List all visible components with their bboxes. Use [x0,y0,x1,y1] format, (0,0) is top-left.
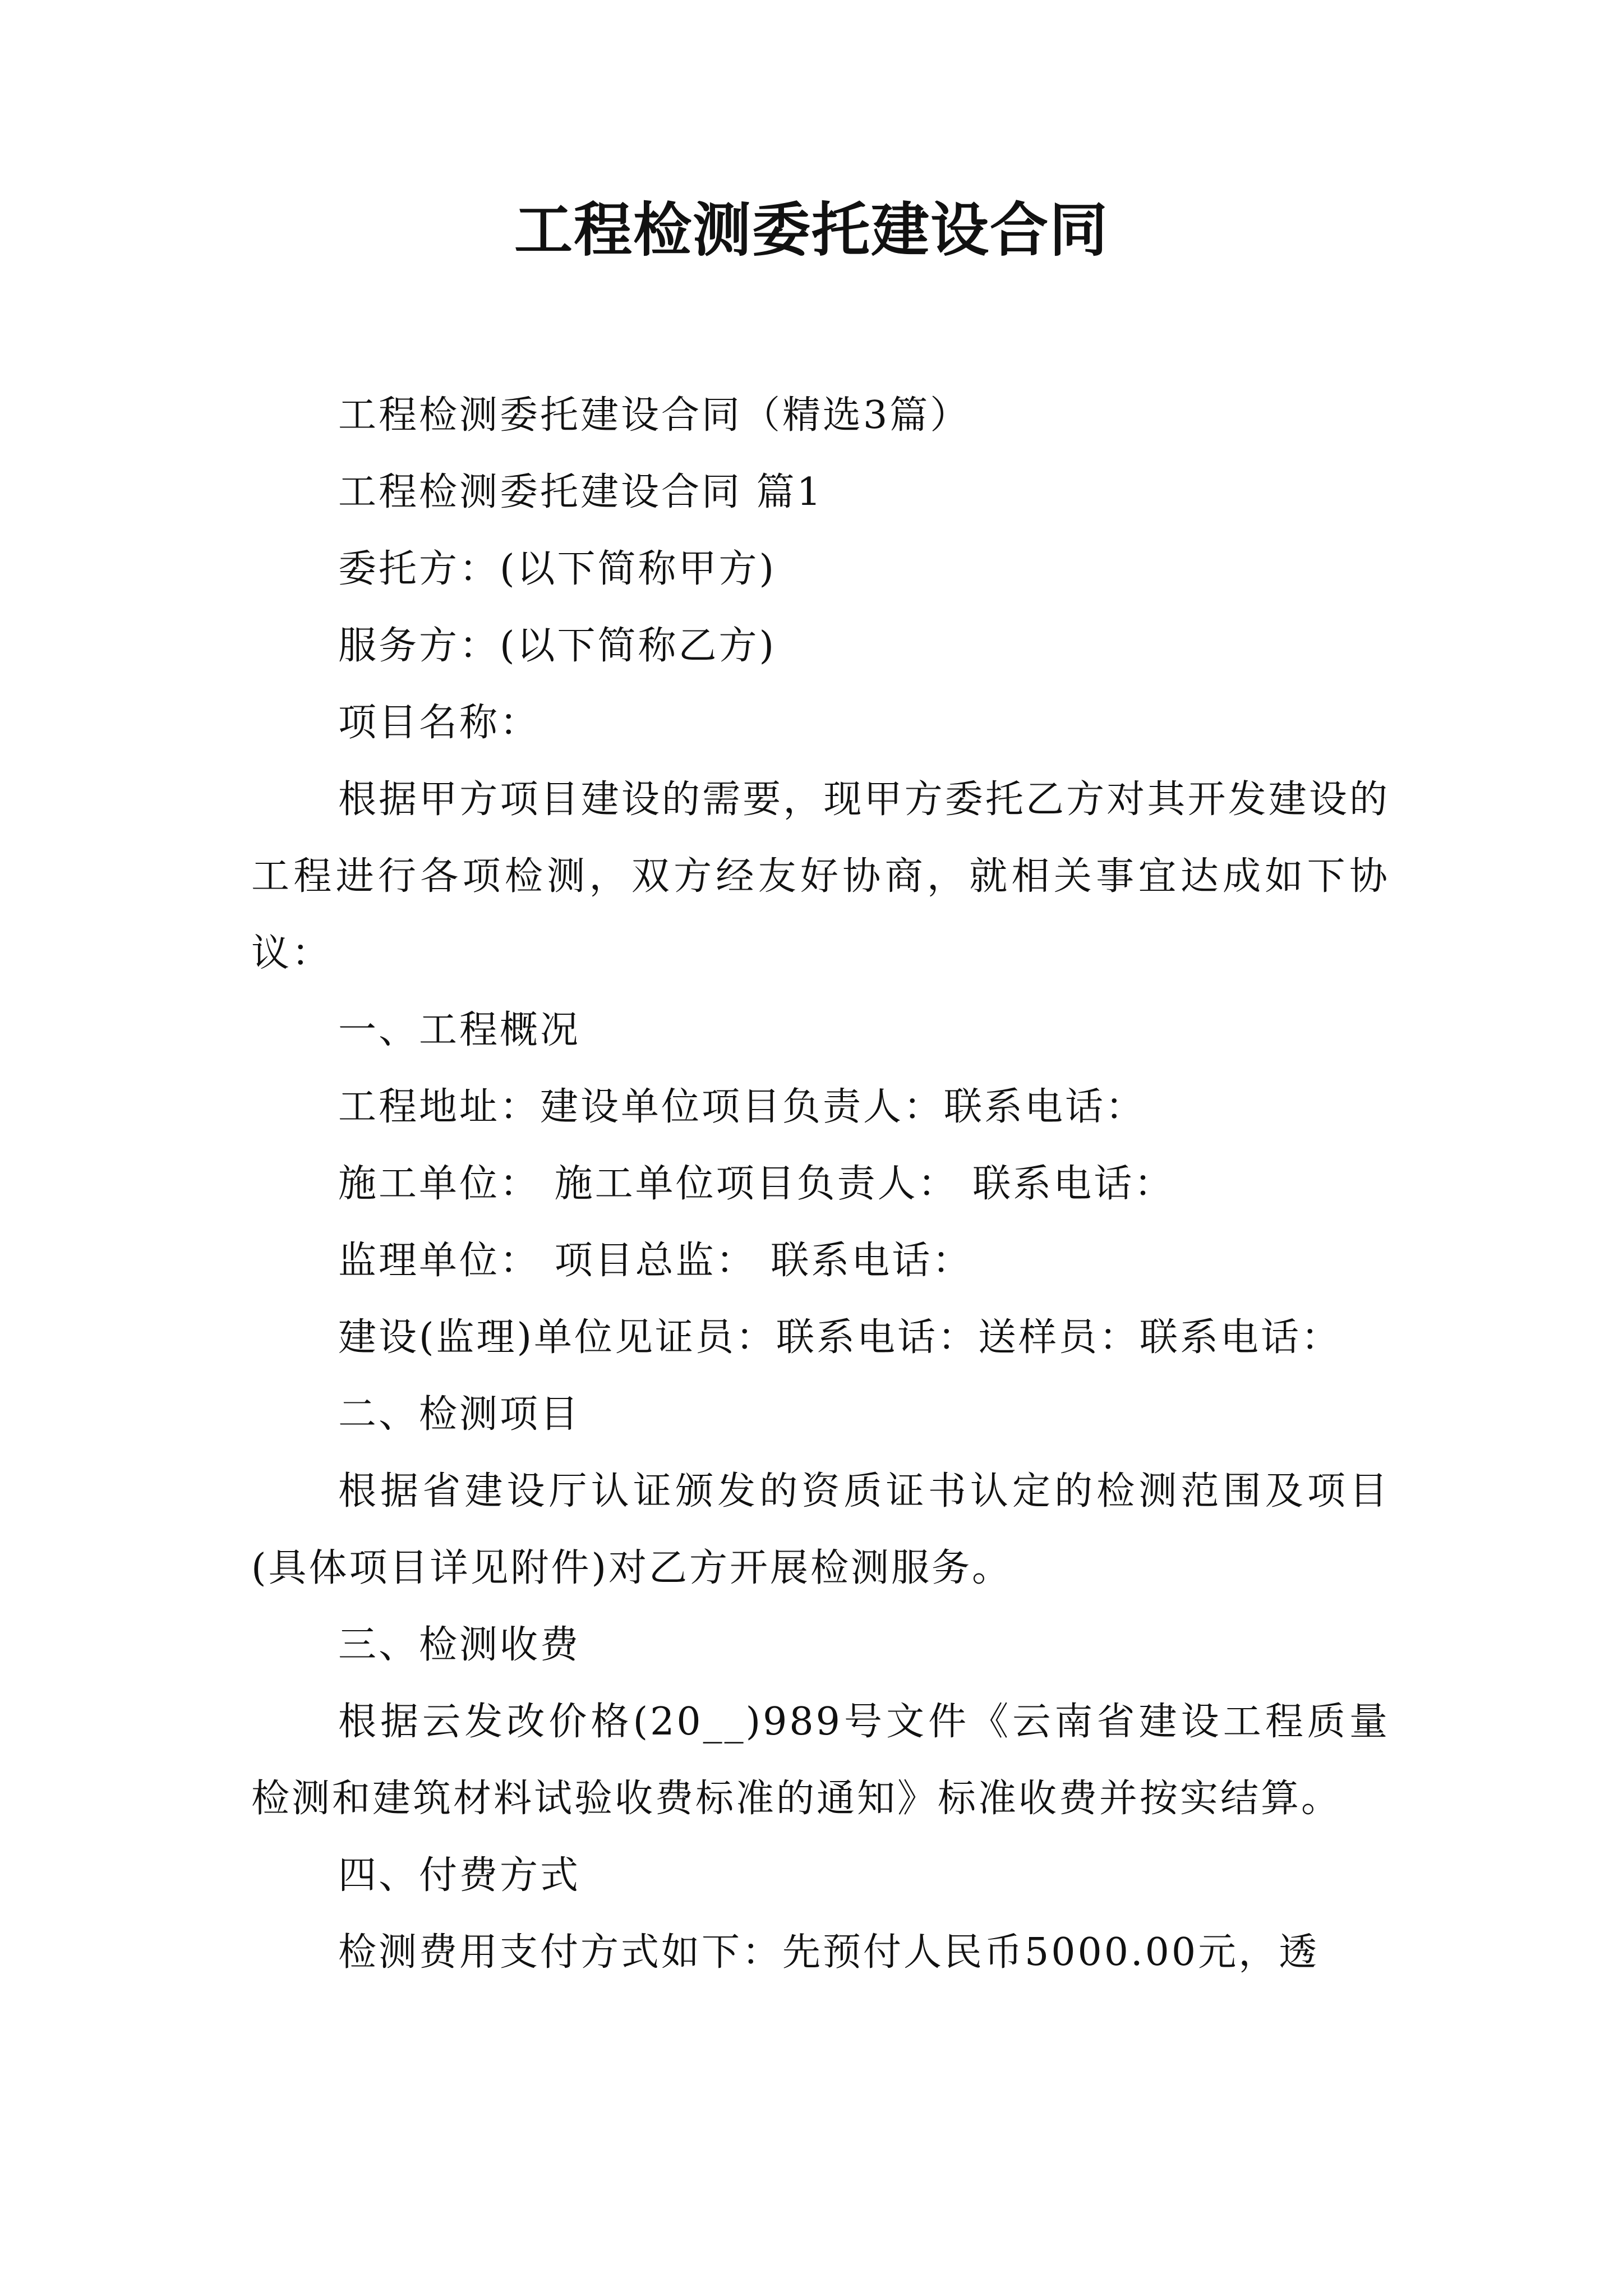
paragraph-intro: 根据甲方项目建设的需要，现甲方委托乙方对其开发建设的工程进行各项检测，双方经友好协商，就相关事宜达成如下协议： [251,777,1390,976]
document-body [251,377,1390,1991]
paragraph-section-heading: 工程检测委托建设合同 篇1 [338,470,823,514]
heading-test-fees: 三、检测收费 [338,1623,581,1667]
paragraph-test-scope: 根据省建设厅认证颁发的资质证书认定的检测范围及项目(具体项目详见附件)对乙方开展检测服务。 [251,1469,1390,1590]
paragraph-subtitle: 工程检测委托建设合同（精选3篇） [338,393,971,438]
heading-project-overview: 一、工程概况 [338,1008,581,1052]
paragraph-supervision-unit: 监理单位： 项目总监： 联系电话： [338,1239,973,1283]
paragraph-provider: 服务方：(以下简称乙方) [338,624,777,668]
paragraph-fee-standard: 根据云发改价格(20__)989号文件《云南省建设工程质量检测和建筑材料试验收费标准的通知》标准收费并按实结算。 [251,1700,1390,1821]
paragraph-witness: 建设(监理)单位见证员：联系电话：送样员：联系电话： [338,1315,1342,1360]
paragraph-project-address: 工程地址：建设单位项目负责人：联系电话： [338,1085,1146,1129]
paragraph-project-name: 项目名称： [338,701,541,745]
paragraph-payment-terms: 检测费用支付方式如下：先预付人民币5000.00元，透 [338,1930,1320,1975]
heading-test-items: 二、检测项目 [338,1392,581,1437]
paragraph-construction-unit: 施工单位： 施工单位项目负责人： 联系电话： [338,1162,1175,1206]
heading-payment-method: 四、付费方式 [338,1853,581,1898]
paragraph-client: 委托方：(以下简称甲方) [338,547,777,591]
document-title: 工程检测委托建设合同 [514,196,1109,264]
